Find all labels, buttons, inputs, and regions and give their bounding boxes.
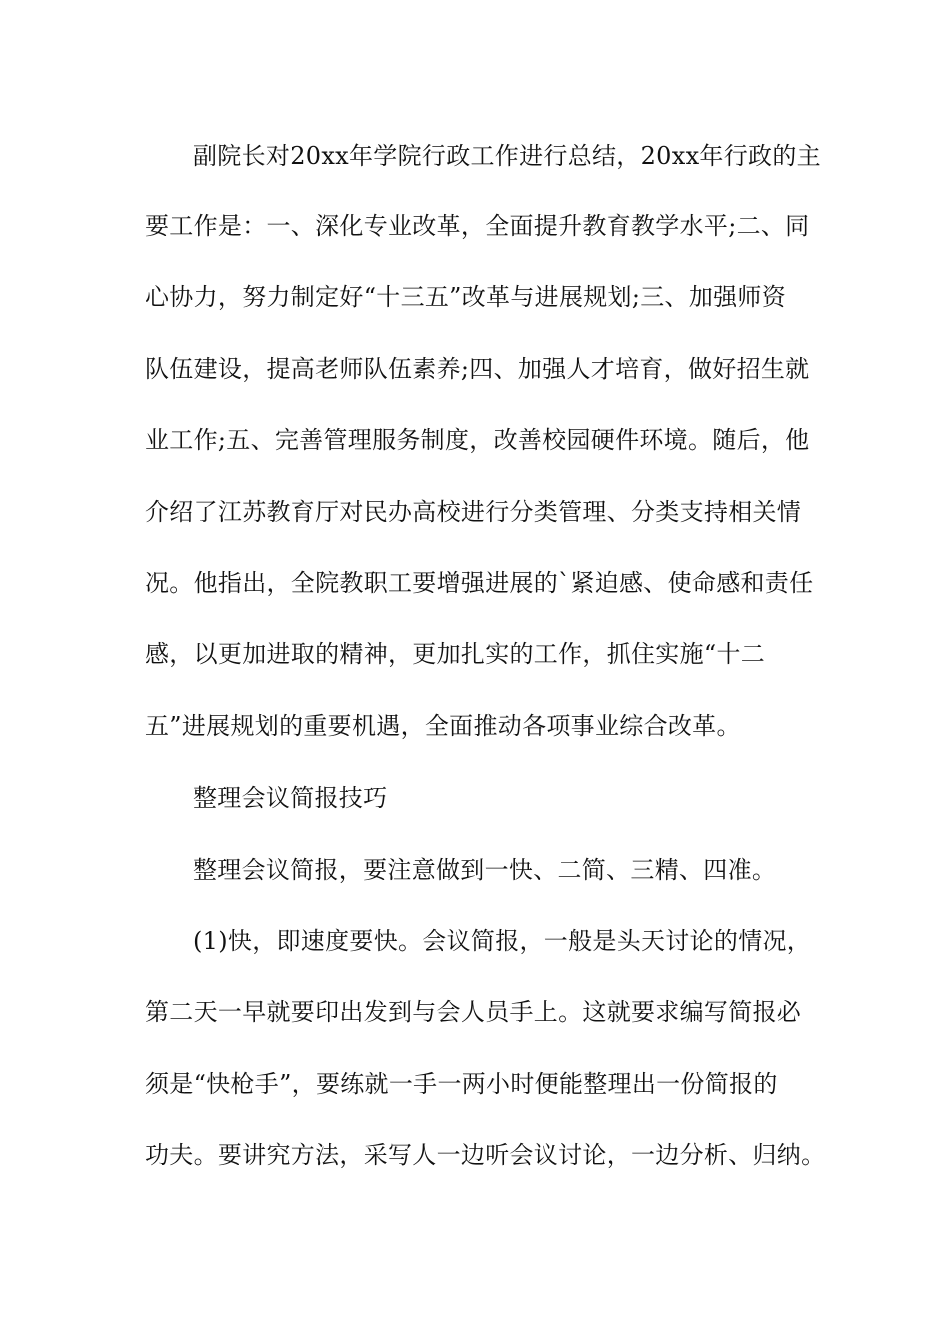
paragraph-3-line-3: 须是“快枪手”，要练就一手一两小时便能整理出一份简报的 xyxy=(145,1070,778,1098)
paragraph-1-line-8: 感，以更加进取的精神，更加扎实的工作，抓住实施“十二 xyxy=(145,640,766,668)
paragraph-1-line-4: 队伍建设，提高老师队伍素养;四、加强人才培育，做好招生就 xyxy=(145,355,810,383)
paragraph-1-line-3: 心协力，努力制定好“十三五”改革与进展规划;三、加强师资 xyxy=(145,283,787,311)
paragraph-1-line-2: 要工作是：一、深化专业改革，全面提升教育教学水平;二、同 xyxy=(145,212,810,240)
paragraph-1-line-1: 副院长对20xx年学院行政工作进行总结，20xx年行政的主 xyxy=(193,142,821,170)
paragraph-1-line-7: 况。他指出，全院教职工要增强进展的`紧迫感、使命感和责任 xyxy=(145,569,814,597)
paragraph-2: 整理会议简报，要注意做到一快、二简、三精、四准。 xyxy=(193,856,777,884)
paragraph-3-line-4: 功夫。要讲究方法，采写人一边听会议讨论，一边分析、归纳。 xyxy=(145,1141,826,1169)
paragraph-3-line-2: 第二天一早就要印出发到与会人员手上。这就要求编写简报必 xyxy=(145,998,802,1026)
paragraph-1-line-9: 五”进展规划的重要机遇，全面推动各项事业综合改革。 xyxy=(145,712,741,740)
paragraph-1-line-6: 介绍了江苏教育厅对民办高校进行分类管理、分类支持相关情 xyxy=(145,498,802,526)
paragraph-1-line-5: 业工作;五、完善管理服务制度，改善校园硬件环境。随后，他 xyxy=(145,426,810,454)
paragraph-3-line-1: (1)快，即速度要快。会议简报，一般是头天讨论的情况， xyxy=(193,927,812,955)
section-heading: 整理会议简报技巧 xyxy=(193,784,388,812)
